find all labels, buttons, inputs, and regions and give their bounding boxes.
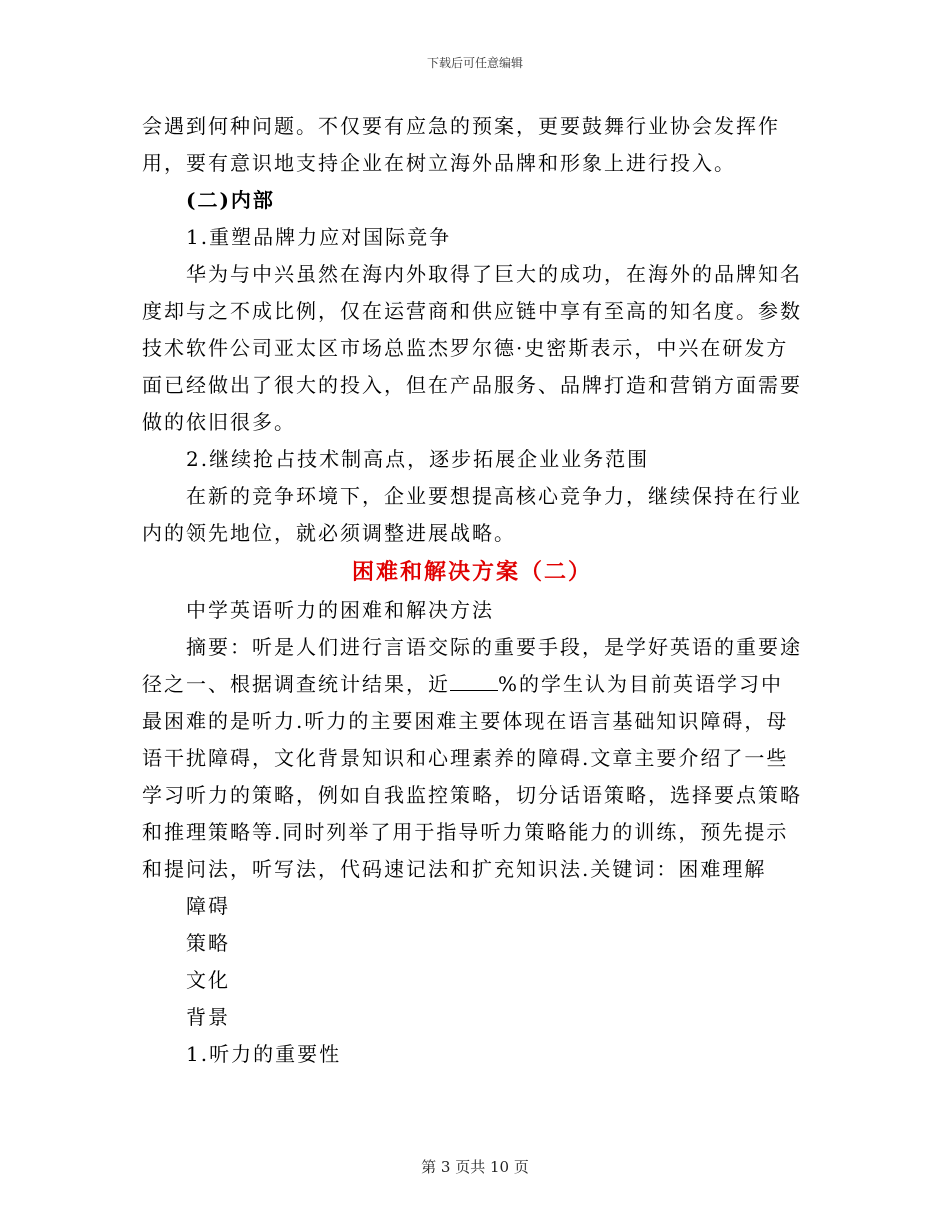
abstract-text-start: 摘要：听是人们进行言语交际的重要手段，是学好英语的重要途径之一、根据调查统计结果，近 xyxy=(142,635,802,696)
keyword-item: 文化 xyxy=(186,968,230,992)
document-body xyxy=(142,108,802,1073)
paragraph: 会遇到何种问题。不仅要有应急的预案，更要鼓舞行业协会发挥作用，要有意识地支持企业在树立海外品牌和形象上进行投入。 xyxy=(142,114,780,175)
keyword-item: 策略 xyxy=(186,931,230,955)
fill-in-blank xyxy=(450,674,498,691)
keyword-item: 背景 xyxy=(186,1005,230,1029)
subheading-2: 2.继续抢占技术制高点，逐步拓展企业业务范围 xyxy=(186,447,650,471)
abstract-paragraph xyxy=(142,629,802,888)
section-title: 困难和解决方案（二） xyxy=(351,559,592,585)
subheading-3: 1.听力的重要性 xyxy=(186,1042,342,1066)
paragraph: 在新的竞争环境下，企业要想提高核心竞争力，继续保持在行业内的领先地位，就必须调整进展战略。 xyxy=(142,484,802,545)
subheading-1: 1.重塑品牌力应对国际竞争 xyxy=(186,225,452,249)
page-footer: 第 3 页共 10 页 xyxy=(421,1158,529,1176)
keyword-item: 障碍 xyxy=(186,894,230,918)
page-header: 下载后可任意编辑 xyxy=(426,56,523,70)
paragraph: 华为与中兴虽然在海内外取得了巨大的成功，在海外的品牌知名度却与之不成比例，仅在运营商和供应链中享有至高的知名度。参数技术软件公司亚太区市场总监杰罗尔德·史密斯表示，中兴在研发方面已经做出了很大的投入，但在产品服务、品牌打造和营销方面需要做的依旧很多。 xyxy=(142,262,802,434)
abstract-text-end: %的学生认为目前英语学习中最困难的是听力.听力的主要困难主要体现在语言基础知识障碍，母语干扰障碍，文化背景知识和心理素养的障碍.文章主要介绍了一些学习听力的策略，例如自我监控策略，切分话语策略，选择要点策略和推理策略等.同时列举了用于指导听力策略能力的训练，预先提示和提问法，听写法，代码速记法和扩充知识法.关键词：困难理解 xyxy=(142,672,802,881)
section-heading-internal: (二)内部 xyxy=(186,188,275,212)
article-subtitle: 中学英语听力的困难和解决方法 xyxy=(186,598,494,622)
